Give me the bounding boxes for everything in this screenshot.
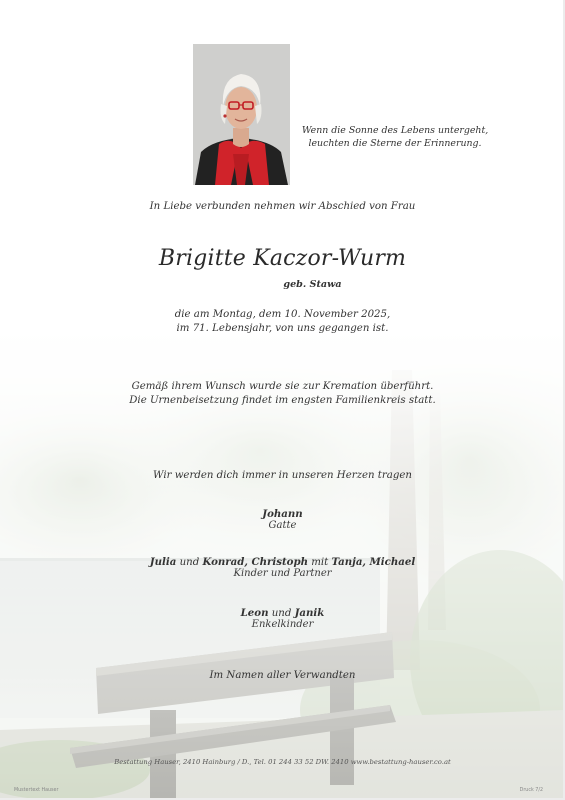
mourner-name: Tanja, Michael	[331, 556, 416, 568]
death-line-2: im 71. Lebensjahr, von uns gegangen ist.	[176, 323, 389, 334]
mourner-name: Julia	[149, 556, 177, 568]
mourner-role: Gatte	[268, 520, 297, 531]
memorial-quote	[300, 124, 490, 150]
mourner-children	[0, 556, 565, 579]
mourner-name: Johann	[262, 508, 303, 520]
deceased-name: Brigitte Kaczor-Wurm	[158, 246, 407, 271]
death-line-1: die am Montag, dem 10. November 2025,	[174, 309, 391, 320]
mourner-names	[0, 556, 565, 568]
sign-off: Im Namen aller Verwandten	[209, 670, 356, 681]
mourner-name: Janik	[294, 607, 325, 619]
mourner-connector: und	[268, 608, 295, 619]
heart-line: Wir werden dich immer in unseren Herzen tragen	[153, 470, 412, 481]
cremation-notice	[0, 380, 565, 408]
mourner-spouse	[0, 508, 565, 531]
mourner-names	[0, 607, 565, 619]
funeral-home-footer: Bestattung Hauser, 2410 Hainburg / D., Tel. 01 244 33 52 DW. 2410 www.bestattung-hauser.co.at	[114, 758, 451, 766]
portrait-photo	[193, 44, 290, 185]
corner-note-right: Druck 7/2	[519, 788, 543, 793]
death-notice	[0, 308, 565, 336]
mourner-name: Leon	[240, 607, 269, 619]
wish-line-2: Die Urnenbeisetzung findet im engsten Familienkreis statt.	[129, 395, 436, 406]
mourner-role: Enkelkinder	[251, 619, 314, 630]
mourner-grandchildren	[0, 607, 565, 630]
mourner-name: Konrad, Christoph	[202, 556, 309, 568]
birth-name: geb. Stawa	[283, 279, 342, 290]
corner-note-left: Mustertext Hauser	[14, 788, 59, 793]
farewell-intro: In Liebe verbunden nehmen wir Abschied von Frau	[149, 201, 416, 212]
quote-line-1: Wenn die Sonne des Lebens untergeht,	[301, 125, 489, 136]
mourner-connector: und	[176, 557, 203, 568]
mourner-names	[0, 508, 565, 520]
mourner-role: Kinder und Partner	[233, 568, 332, 579]
quote-line-2: leuchten die Sterne der Erinnerung.	[308, 138, 482, 149]
wish-line-1: Gemäß ihrem Wunsch wurde sie zur Kremation überführt.	[131, 381, 434, 392]
mourner-connector: mit	[308, 557, 332, 568]
